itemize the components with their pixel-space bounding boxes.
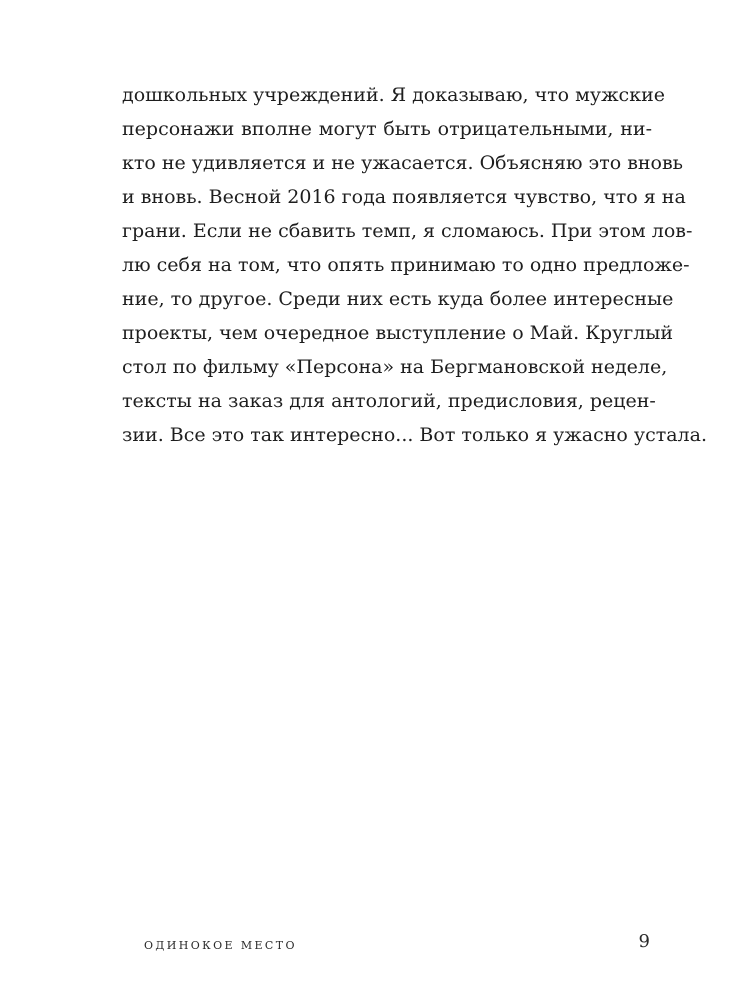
text-line: зии. Все это так интересно... Вот только я ужасно устала. bbox=[122, 424, 707, 446]
body-text bbox=[122, 78, 707, 452]
text-line: кто не удивляется и не ужасается. Объясняю это вновь bbox=[122, 152, 684, 174]
text-line: тексты на заказ для антологий, предисловия, рецен- bbox=[122, 390, 656, 412]
text-line: персонажи вполне могут быть отрицательными, ни- bbox=[122, 118, 652, 140]
page-number: 9 bbox=[638, 931, 650, 952]
text-line: ние, то другое. Среди них есть куда более интересные bbox=[122, 288, 674, 310]
text-line: стол по фильму «Персона» на Бергмановской неделе, bbox=[122, 356, 668, 378]
text-line: лю себя на том, что опять принимаю то одно предложе- bbox=[122, 254, 690, 276]
text-line: грани. Если не сбавить темп, я сломаюсь. При этом лов- bbox=[122, 220, 693, 242]
running-title: ОДИНОКОЕ МЕСТО bbox=[144, 939, 297, 952]
text-line: дошкольных учреждений. Я доказываю, что мужские bbox=[122, 84, 665, 106]
text-line: проекты, чем очередное выступление о Май. Круглый bbox=[122, 322, 674, 344]
text-line: и вновь. Весной 2016 года появляется чувство, что я на bbox=[122, 186, 686, 208]
